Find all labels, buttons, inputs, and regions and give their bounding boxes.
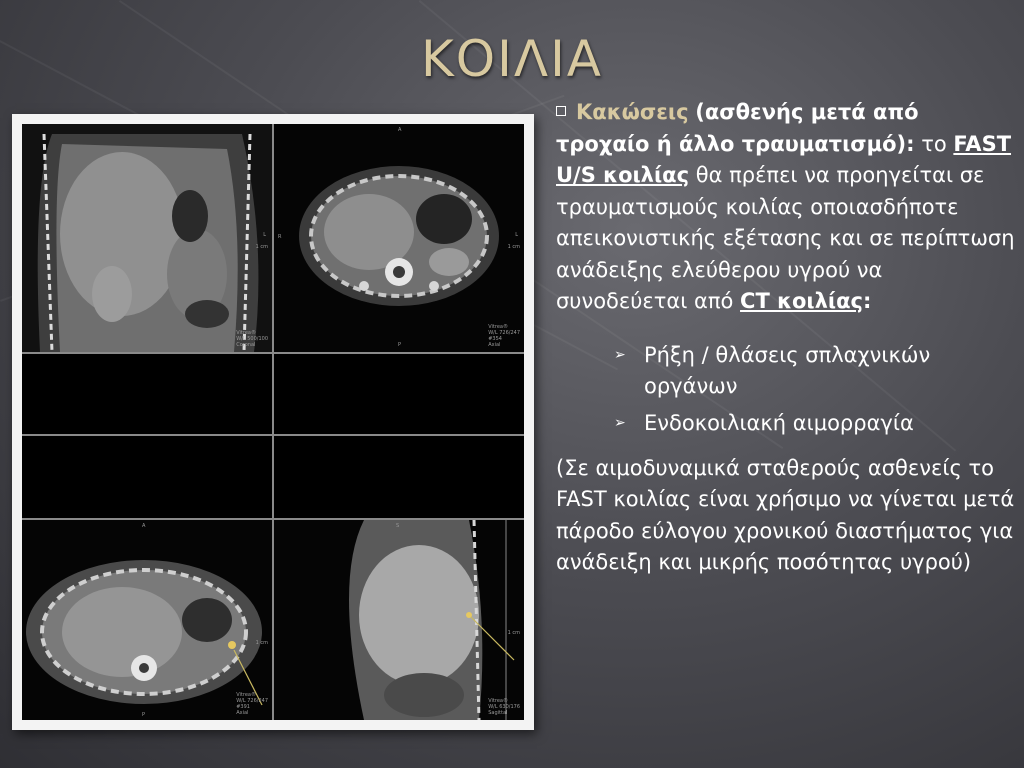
ct-sagittal-drawing — [274, 520, 524, 720]
fast-term: FAST U/S κοιλίας — [556, 131, 1012, 187]
note-paragraph: (Σε αιμοδυναμικά σταθερούς ασθενείς το FAST κοιλίας είναι χρήσιμο να γίνεται μετά πάροδο εύλογου χρονικού διαστήματος για ανάδειξη και μικρής ποσότητας υγρού) — [556, 455, 1015, 574]
ct-axial-bottom-drawing — [22, 520, 272, 720]
slide-title: ΚΟΙΛΙΑ — [420, 30, 604, 88]
ct-corner-info: Vitrea® W/L 500/100 Coronal — [236, 330, 268, 348]
ct-orient-top: A — [398, 127, 402, 133]
ct-axial-image-top — [274, 124, 524, 352]
ct-image-panel — [12, 114, 534, 730]
text-part-1: το — [921, 131, 947, 156]
text-part-2: θα πρέπει να προηγείται σε τραυματισμούς κοιλίας οποιασδήποτε απεικονιστικής εξέτασης και σε περίπτωση ανάδειξης ελεύθερου υγρού να συνοδεύεται από — [556, 163, 1015, 313]
square-bullet-icon — [556, 106, 566, 116]
ct-scale-label: 1 cm — [507, 630, 520, 636]
sub-bullet-label: Ρήξη / θλάσεις σπλαχνικών οργάνων — [644, 342, 931, 398]
colon: : — [862, 289, 872, 313]
ct-scale-label: 1 cm — [255, 640, 268, 646]
ct-coronal-image — [22, 124, 272, 352]
ct-orient-top: A — [142, 523, 146, 529]
ct-grid-divider-horizontal — [22, 518, 524, 520]
sub-bullet-2 — [556, 408, 1016, 439]
arrow-bullet-icon: ➢ — [614, 414, 626, 431]
context-text: (ασθενής μετά από τροχαίο ή άλλο τραυματισμό): — [556, 100, 919, 156]
ct-axial-image-bottom — [22, 520, 272, 720]
ct-orient-bottom: P — [398, 342, 402, 348]
main-bullet — [556, 97, 1016, 318]
ct-grid-divider-vertical — [272, 124, 274, 720]
ct-grid-divider-horizontal — [22, 434, 524, 436]
ct-sagittal-image — [274, 520, 524, 720]
ct-side-mark: L — [263, 232, 266, 238]
ct-corner-info: Vitrea® W/L 726/247 #354 Axial — [488, 324, 520, 348]
ct-scale-label: 1 cm — [507, 244, 520, 250]
text-column — [556, 97, 1016, 579]
ct-grid-divider-horizontal — [22, 352, 524, 354]
arrow-bullet-icon: ➢ — [614, 346, 626, 363]
ct-orient-left: R — [278, 234, 282, 240]
ct-term: CT κοιλίας — [740, 289, 863, 313]
ct-image-grid — [22, 124, 524, 720]
sub-bullet-label: Ενδοκοιλιακή αιμορραγία — [644, 410, 914, 435]
keyword-injuries: Κακώσεις — [576, 100, 689, 124]
sub-bullet-1 — [556, 340, 1016, 402]
ct-axial-drawing — [274, 124, 524, 352]
ct-corner-info: Vitrea® W/L 630/176 Sagittal — [488, 698, 520, 716]
ct-scale-label: 1 cm — [255, 244, 268, 250]
ct-corner-info: Vitrea® W/L 726/247 #391 Axial — [236, 692, 268, 716]
ct-orient-bottom: P — [142, 712, 146, 718]
ct-coronal-drawing — [22, 124, 272, 352]
ct-side-mark: L — [515, 232, 518, 238]
ct-orient-top: S — [396, 523, 400, 529]
